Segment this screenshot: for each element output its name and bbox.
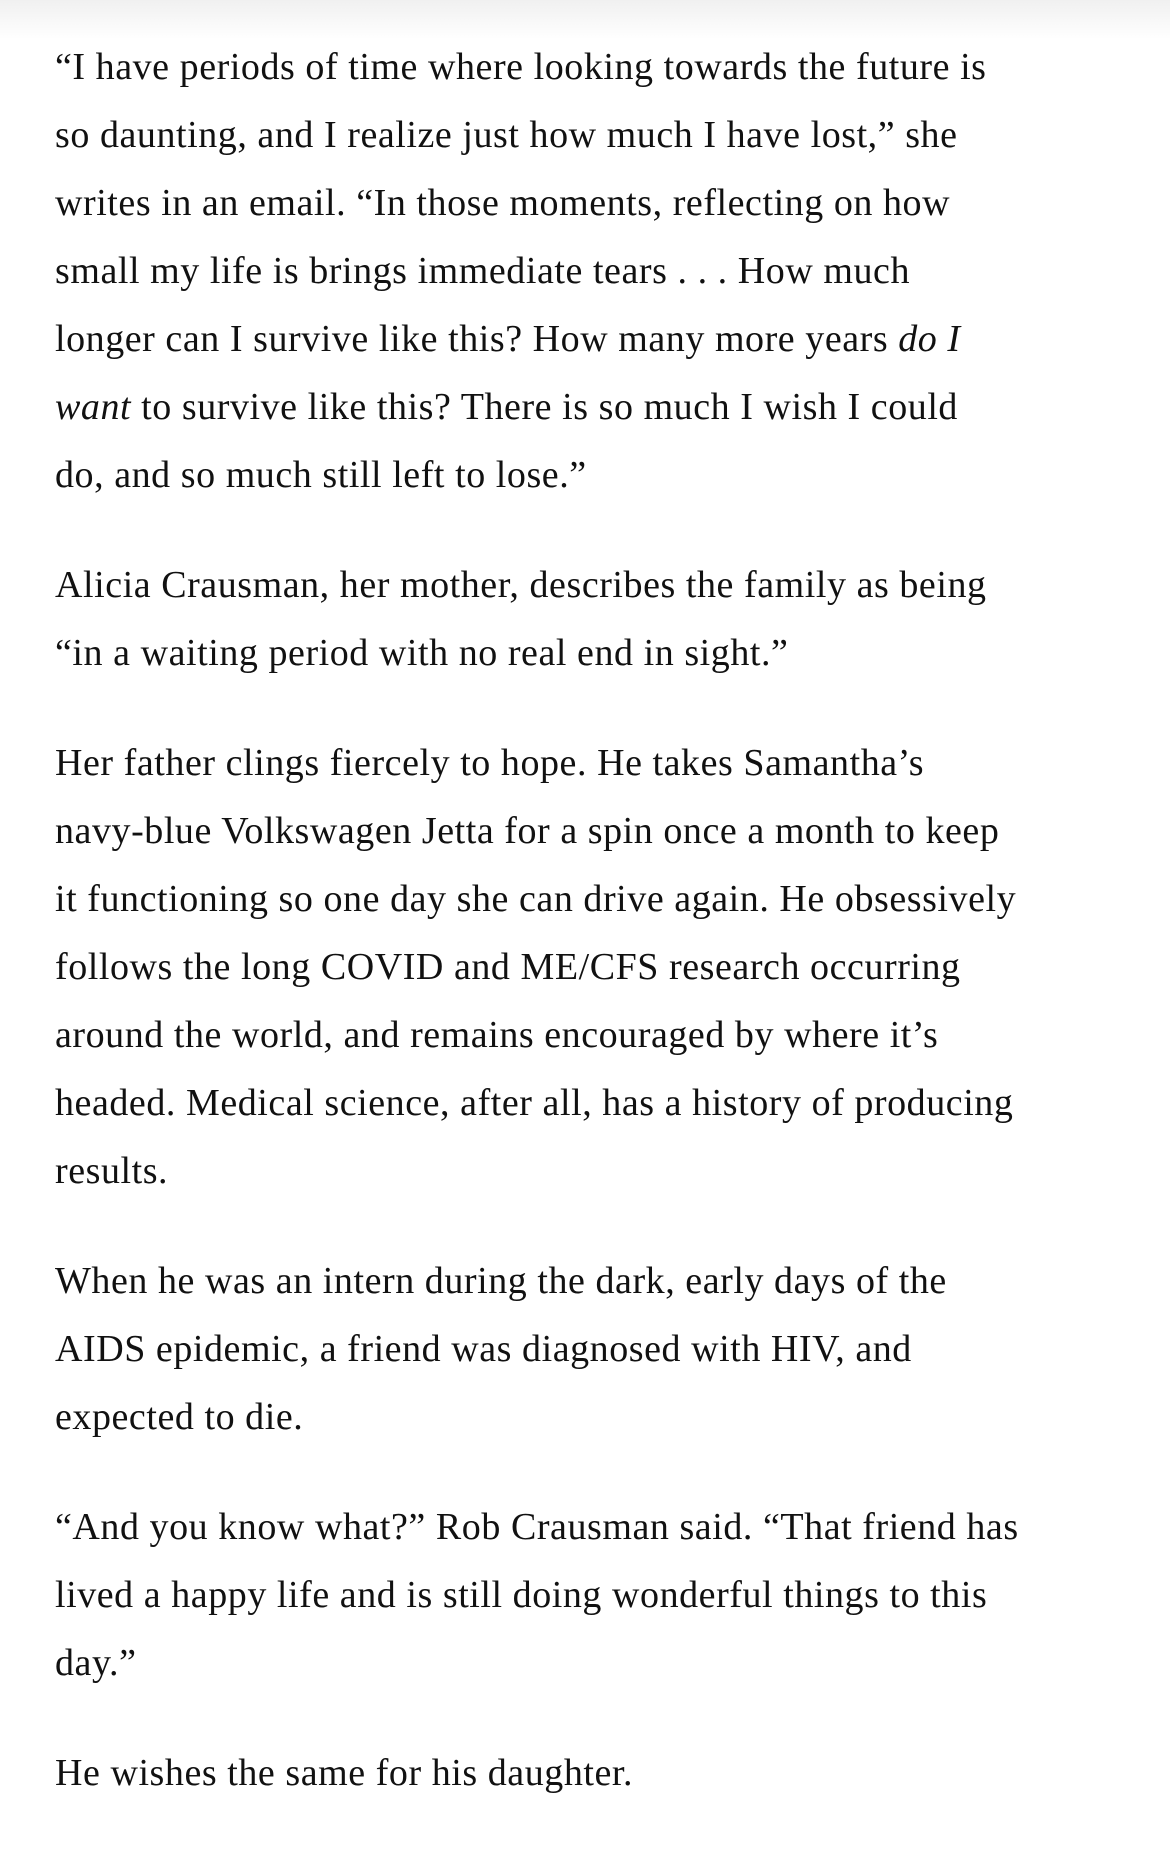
text-line: writes in an email. “In those moments, reflecting on how bbox=[55, 182, 951, 224]
text-line: headed. Medical science, after all, has a history of producing bbox=[55, 1082, 1014, 1124]
text-line: it functioning so one day she can drive again. He obsessively bbox=[55, 878, 1017, 920]
text-line: results. bbox=[55, 1150, 169, 1192]
article-body bbox=[55, 33, 1115, 1849]
paragraph-rob-quote bbox=[55, 1493, 1115, 1697]
text-run: to survive like this? There is so much I wish I could bbox=[131, 386, 958, 428]
text-line: expected to die. bbox=[55, 1396, 304, 1438]
text-line: AIDS epidemic, a friend was diagnosed with HIV, and bbox=[55, 1328, 912, 1370]
paragraph-aids-epidemic bbox=[55, 1247, 1115, 1451]
paragraph-quote-future bbox=[55, 33, 1115, 509]
text-line: “in a waiting period with no real end in sight.” bbox=[55, 632, 789, 674]
text-line: When he was an intern during the dark, early days of the bbox=[55, 1260, 947, 1302]
text-run: longer can I survive like this? How many more years bbox=[55, 318, 899, 360]
text-line: day.” bbox=[55, 1642, 137, 1684]
text-line: follows the long COVID and ME/CFS research occurring bbox=[55, 946, 961, 988]
text-line: so daunting, and I realize just how much I have lost,” she bbox=[55, 114, 958, 156]
text-line: “I have periods of time where looking towards the future is bbox=[55, 46, 987, 88]
text-line: navy-blue Volkswagen Jetta for a spin once a month to keep bbox=[55, 810, 1000, 852]
text-line bbox=[55, 305, 1115, 373]
text-line: “And you know what?” Rob Crausman said. “That friend has bbox=[55, 1506, 1019, 1548]
text-line: Her father clings fiercely to hope. He takes Samantha’s bbox=[55, 742, 925, 784]
text-line: do, and so much still left to lose.” bbox=[55, 454, 587, 496]
paragraph-father-hope bbox=[55, 729, 1115, 1205]
text-line bbox=[55, 373, 1115, 441]
emphasis-text: want bbox=[55, 386, 132, 428]
text-line: He wishes the same for his daughter. bbox=[55, 1752, 634, 1794]
text-line: small my life is brings immediate tears . . . How much bbox=[55, 250, 910, 292]
emphasis-text: do I bbox=[898, 318, 961, 360]
paragraph-closing bbox=[55, 1739, 1115, 1807]
text-line: lived a happy life and is still doing wonderful things to this bbox=[55, 1574, 988, 1616]
text-line: around the world, and remains encouraged by where it’s bbox=[55, 1014, 939, 1056]
paragraph-mother bbox=[55, 551, 1115, 687]
text-line: Alicia Crausman, her mother, describes the family as being bbox=[55, 564, 987, 606]
